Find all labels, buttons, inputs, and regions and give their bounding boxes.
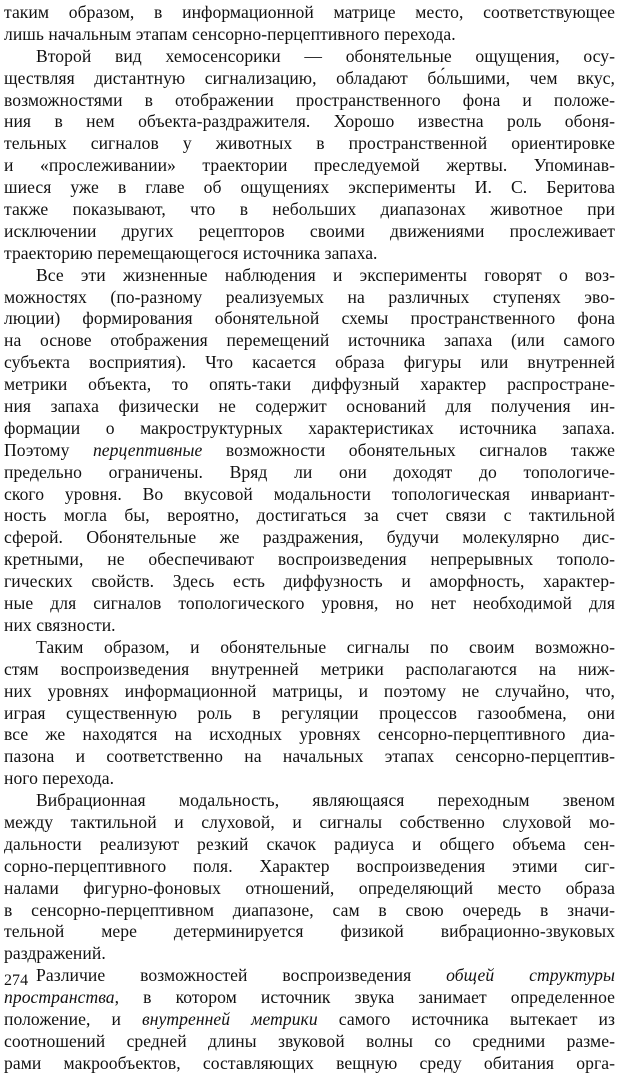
text-line: стям воспроизведения внутренней метрики располагаются на ниж- xyxy=(4,658,615,679)
text-line: субъекта восприятия). Что касается образа фигуры или внутренней xyxy=(4,352,615,373)
text-line: сферой. Обонятельные же раздражения, будучи молекулярно дис- xyxy=(4,527,615,548)
paragraph xyxy=(4,46,615,265)
text-line: Все эти жизненные наблюдения и эксперименты говорят о воз- xyxy=(36,264,615,285)
text-line: можностях (по-разному реализуемых на различных ступенях эво- xyxy=(4,286,615,307)
text-line: ность могла бы, вероятно, достигаться за счет связи с тактильной xyxy=(4,505,615,526)
italic-term: общей структуры xyxy=(446,965,615,986)
text-line: ского уровня. Во вкусовой модальности топологическая инвариант- xyxy=(4,483,615,504)
text-line: лишь начальным этапам сенсорно-перцептивного перехода. xyxy=(4,23,456,44)
text-line: возможностями в отображении пространственного фона и положе- xyxy=(4,89,615,110)
text-line: ния в нем объекта-раздражителя. Хорошо известна роль обоня- xyxy=(4,111,615,132)
text-line: предельно ограничены. Вряд ли они доходят до топологиче- xyxy=(4,461,615,482)
text-line: ного перехода. xyxy=(4,768,115,789)
text-line: дальности реализуют резкий скачок радиуса и общего объема сен- xyxy=(4,833,615,854)
text-line: таким образом, в информационной матрице место, соответствующее xyxy=(4,2,615,22)
text-line: Поэтому перцептивные возможности обонятельных сигналов также xyxy=(4,439,615,460)
paragraph xyxy=(4,265,615,637)
text-line: тельных сигналов у животных в пространственной ориентировке xyxy=(4,133,615,154)
text-line: метрики объекта, то опять-таки диффузный характер распростране- xyxy=(4,374,615,395)
text-line: налами фигурно-фоновых отношений, определяющий место образа xyxy=(4,877,615,898)
text-line: сорно-перцептивного поля. Характер воспроизведения этими сиг- xyxy=(4,855,615,876)
text-line: пазона и соответственно на начальных этапах сенсорно-перцептив- xyxy=(4,746,615,767)
text-line: ния запаха физически не содержит оснований для получения ин- xyxy=(4,396,615,417)
text-line: соотношений средней длины звуковой волны со средними разме- xyxy=(4,1030,615,1051)
text-line: играя существенную роль в регуляции процессов газообмена, они xyxy=(4,702,615,723)
text-line: них связности. xyxy=(4,614,116,635)
text-line: траекторию перемещающегося источника запаха. xyxy=(4,242,378,263)
page-number: 274 xyxy=(4,972,29,989)
paragraph xyxy=(4,965,615,1074)
text-line: раздражений. xyxy=(4,943,106,964)
text-line: Второй вид хемосенсорики — обонятельные ощущения, осу- xyxy=(36,45,615,66)
paragraph xyxy=(4,637,615,790)
text-line: тельной мере детерминируется физикой вибрационно-звуковых xyxy=(4,921,615,942)
text-line: них уровнях информационной матрицы, и поэтому не случайно, что, xyxy=(4,680,615,701)
text-line: ществляя дистантную сигнализацию, обладают бо́льшими, чем вкус, xyxy=(4,67,615,88)
text-line: пространства, в котором источник звука занимает определенное xyxy=(4,987,615,1008)
text-line: кретными, не обеспечивают воспроизведения непрерывных тополо- xyxy=(4,549,615,570)
text-line: исключении других рецепторов своими движениями прослеживает xyxy=(4,220,615,241)
italic-term: внутренней метрики xyxy=(142,1008,318,1029)
text-line: Вибрационная модальность, являющаяся переходным звеном xyxy=(36,790,615,811)
text-line: положение, и внутренней метрики самого источника вытекает из xyxy=(4,1008,615,1029)
text-line: все же находятся на исходных уровнях сенсорно-перцептивного диа- xyxy=(4,724,615,745)
text-line: Таким образом, и обонятельные сигналы по своим возможно- xyxy=(36,636,615,657)
text-line: также показывают, что в небольших диапазонах животное при xyxy=(4,199,615,220)
text-line: ные для сигналов топологического уровня, но нет необходимой для xyxy=(4,593,615,614)
page-text-body xyxy=(4,2,615,1075)
paragraph xyxy=(4,790,615,965)
italic-term: пространства xyxy=(4,987,115,1008)
text-line: Различие возможностей воспроизведения общей структуры xyxy=(36,965,615,986)
text-line: между тактильной и слуховой, и сигналы собственно слуховой мо- xyxy=(4,811,615,832)
text-line: и «прослеживании» траектории преследуемой жертвы. Упоминав- xyxy=(4,155,615,176)
paragraph xyxy=(4,2,615,46)
book-page xyxy=(4,2,615,1073)
text-line: в сенсорно-перцептивном диапазоне, сам в свою очередь в значи- xyxy=(4,899,615,920)
text-line: на основе отображения перемещений источника запаха (или самого xyxy=(4,330,615,351)
italic-term: перцептивные xyxy=(92,439,203,460)
text-line: формации о макроструктурных характеристиках источника запаха. xyxy=(4,417,615,438)
text-line: гических свойств. Здесь есть диффузность и аморфность, характер- xyxy=(4,571,615,592)
text-line: люции) формирования обонятельной схемы пространственного фона xyxy=(4,308,615,329)
text-line: рами макрообъектов, составляющих вещную среду обитания орга- xyxy=(4,1052,615,1073)
text-line: шиеся уже в главе об ощущениях эксперименты И. С. Беритова xyxy=(4,177,615,198)
